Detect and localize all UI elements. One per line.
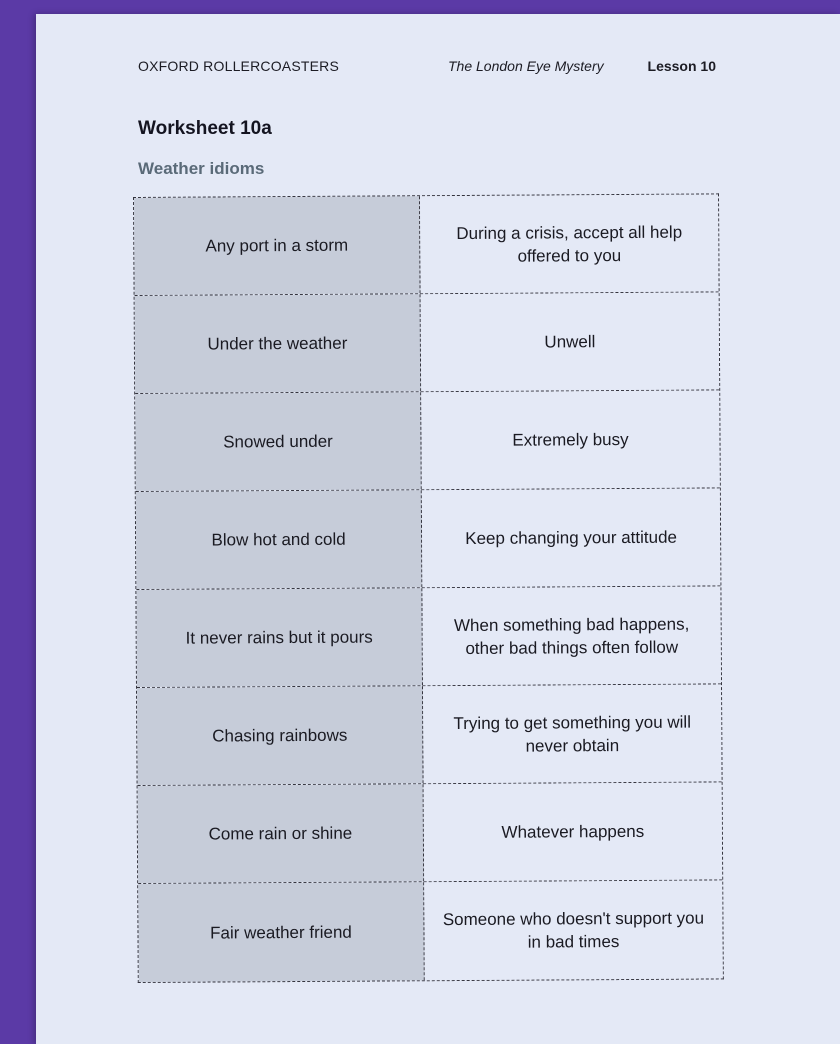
meaning-card: Trying to get something you will never obtain xyxy=(423,684,722,783)
idiom-card: It never rains but it pours xyxy=(136,588,423,687)
worksheet-title: Worksheet 10a xyxy=(138,118,272,139)
idiom-card-grid xyxy=(133,193,724,983)
meaning-card: Whatever happens xyxy=(424,782,723,881)
meaning-card: Unwell xyxy=(421,292,720,391)
lesson-number: Lesson 10 xyxy=(647,58,716,74)
idiom-row xyxy=(137,684,722,786)
worksheet-subtitle: Weather idioms xyxy=(138,159,265,178)
idiom-row xyxy=(138,880,723,982)
series-name: OXFORD ROLLERCOASTERS xyxy=(138,58,340,74)
idiom-row xyxy=(136,586,721,688)
idiom-row xyxy=(138,782,723,884)
idiom-card: Fair weather friend xyxy=(138,882,425,982)
idiom-card: Chasing rainbows xyxy=(137,686,424,785)
book-title: The London Eye Mystery xyxy=(448,58,604,74)
meaning-card: When something bad happens, other bad things often follow xyxy=(422,586,721,685)
meaning-card: Extremely busy xyxy=(421,390,720,489)
idiom-card: Snowed under xyxy=(135,392,422,491)
meaning-card: Someone who doesn't support you in bad times xyxy=(424,880,723,980)
idiom-row xyxy=(136,488,721,590)
idiom-row xyxy=(134,194,719,296)
idiom-card: Any port in a storm xyxy=(134,196,421,295)
idiom-card: Under the weather xyxy=(135,294,422,393)
idiom-card: Blow hot and cold xyxy=(136,490,423,589)
idiom-card: Come rain or shine xyxy=(138,784,425,883)
meaning-card: During a crisis, accept all help offered to you xyxy=(420,194,719,293)
page-header xyxy=(138,58,716,78)
meaning-card: Keep changing your attitude xyxy=(422,488,721,587)
idiom-row xyxy=(135,292,720,394)
idiom-row xyxy=(135,390,720,492)
